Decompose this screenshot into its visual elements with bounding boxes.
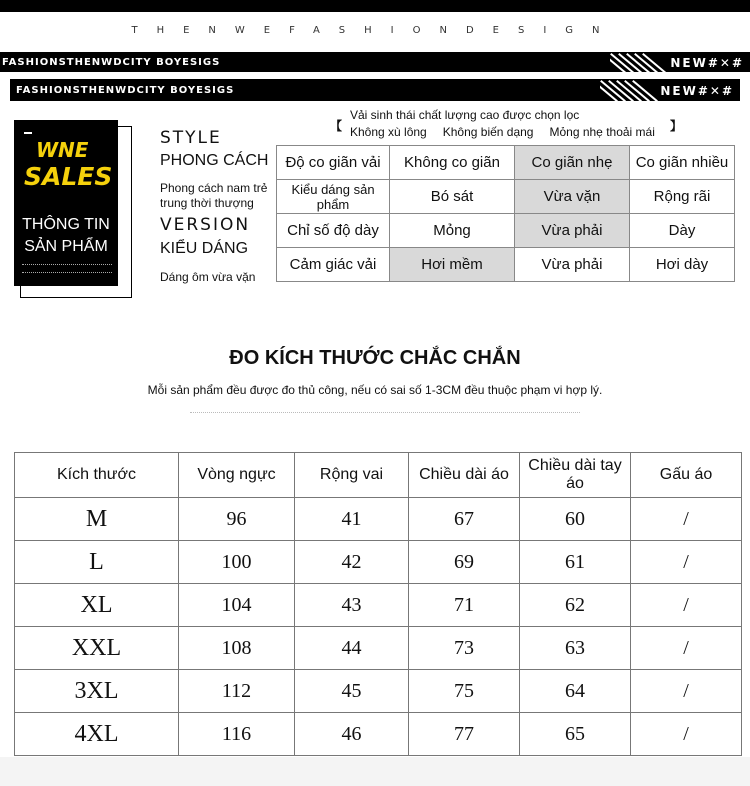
column-header: Gấu áo	[631, 453, 742, 498]
attribute-option: Bó sát	[390, 180, 515, 214]
quality-item: Không xù lông	[350, 125, 427, 139]
attribute-row	[277, 180, 735, 214]
column-header: Rộng vai	[295, 453, 409, 498]
table-row	[15, 584, 742, 627]
measure-cell: 96	[179, 498, 295, 541]
size-cell: M	[15, 498, 179, 541]
attribute-option: Co giãn nhiều	[630, 146, 735, 180]
size-cell: 4XL	[15, 713, 179, 756]
attribute-option-selected: Co giãn nhẹ	[515, 146, 630, 180]
attribute-option: Dày	[630, 214, 735, 248]
measure-cell: 65	[520, 713, 631, 756]
new-badge: NEW#✕#	[670, 56, 744, 70]
measure-cell: 41	[295, 498, 409, 541]
measure-cell: /	[631, 670, 742, 713]
bracket-right: 】	[670, 119, 683, 133]
dash-decoration	[24, 132, 32, 134]
stripes-decoration	[600, 79, 660, 101]
column-header: Kích thước	[15, 453, 179, 498]
version-label-vi: KIỂU DÁNG	[160, 240, 249, 257]
table-row	[15, 541, 742, 584]
band-text: FASHIONSTHENWDCITY BOYESIGS	[2, 57, 221, 68]
attribute-option-selected: Vừa phải	[515, 214, 630, 248]
measure-cell: 108	[179, 627, 295, 670]
measure-cell: 63	[520, 627, 631, 670]
measure-cell: 69	[409, 541, 520, 584]
attribute-option: Không co giãn	[390, 146, 515, 180]
quality-item: Không biến dạng	[442, 125, 534, 139]
box-title-line-2: SẢN PHẨM	[24, 238, 108, 255]
size-cell: 3XL	[15, 670, 179, 713]
new-badge: NEW#✕#	[660, 84, 734, 98]
logo-line-1: WNE	[36, 138, 89, 162]
stripes-decoration	[610, 52, 670, 72]
column-header: Chiều dài áo	[409, 453, 520, 498]
size-cell: L	[15, 541, 179, 584]
attribute-label: Chỉ số độ dày	[277, 214, 390, 248]
version-description: Dáng ôm vừa vặn	[160, 270, 256, 284]
fine-print-decoration	[190, 412, 580, 416]
measure-cell: 75	[409, 670, 520, 713]
attribute-option: Vừa phải	[515, 248, 630, 282]
quality-item: Mỏng nhẹ thoải mái	[549, 125, 655, 139]
box-title-line-1: THÔNG TIN	[22, 216, 110, 233]
measure-cell: 60	[520, 498, 631, 541]
attribute-row	[277, 248, 735, 282]
attribute-label: Độ co giãn vải	[277, 146, 390, 180]
measure-section-title: ĐO KÍCH THƯỚC CHẮC CHẮN	[229, 347, 521, 369]
quality-note-line: Vải sinh thái chất lượng cao được chọn lọc	[350, 108, 580, 122]
column-header: Vòng ngực	[179, 453, 295, 498]
measure-cell: 67	[409, 498, 520, 541]
box-front	[14, 120, 118, 286]
measure-cell: 71	[409, 584, 520, 627]
measure-cell: 116	[179, 713, 295, 756]
table-row	[15, 498, 742, 541]
logo-line-2: SALES	[24, 162, 113, 191]
attribute-row	[277, 146, 735, 180]
style-description: Phong cách nam trẻ trung thời thượng	[160, 181, 268, 210]
measure-cell: 64	[520, 670, 631, 713]
measure-cell: /	[631, 584, 742, 627]
top-black-bar	[0, 0, 750, 12]
attribute-option-selected: Hơi mềm	[390, 248, 515, 282]
attribute-option: Rộng rãi	[630, 180, 735, 214]
measure-cell: 43	[295, 584, 409, 627]
header-band-2	[10, 79, 740, 101]
attribute-row	[277, 214, 735, 248]
attribute-label: Kiểu dáng sản phẩm	[277, 180, 390, 214]
attribute-option: Mỏng	[390, 214, 515, 248]
measure-cell: 100	[179, 541, 295, 584]
measure-cell: /	[631, 627, 742, 670]
size-table-header-row	[15, 453, 742, 498]
size-table	[14, 452, 742, 756]
fine-print-decoration	[22, 272, 112, 275]
measure-cell: 42	[295, 541, 409, 584]
measure-cell: /	[631, 498, 742, 541]
brand-spaced-title: THENWEFASHIONDESIGN	[131, 25, 619, 36]
measure-cell: /	[631, 713, 742, 756]
measure-cell: 73	[409, 627, 520, 670]
quality-note-items	[350, 125, 670, 139]
size-cell: XXL	[15, 627, 179, 670]
bottom-strip	[0, 757, 750, 786]
table-row	[15, 713, 742, 756]
attribute-option: Hơi dày	[630, 248, 735, 282]
measure-cell: 62	[520, 584, 631, 627]
table-row	[15, 670, 742, 713]
fine-print-decoration	[22, 264, 112, 267]
attribute-label: Cảm giác vải	[277, 248, 390, 282]
header-band-1	[0, 52, 750, 72]
product-info-box	[14, 120, 132, 298]
bracket-left: 【	[330, 119, 343, 133]
style-label-vi: PHONG CÁCH	[160, 152, 269, 169]
measure-section-subtitle: Mỗi sản phẩm đều được đo thủ công, nếu có sai số 1-3CM đều thuộc phạm vi hợp lý.	[147, 383, 603, 397]
version-label-en: VERSION	[160, 215, 251, 235]
size-cell: XL	[15, 584, 179, 627]
measure-cell: 45	[295, 670, 409, 713]
measure-cell: 61	[520, 541, 631, 584]
measure-cell: 112	[179, 670, 295, 713]
band-text: FASHIONSTHENWDCITY BOYESIGS	[16, 85, 235, 96]
column-header: Chiều dài tay áo	[520, 453, 631, 498]
style-label-en: STYLE	[160, 128, 222, 148]
attribute-option-selected: Vừa vặn	[515, 180, 630, 214]
table-row	[15, 627, 742, 670]
measure-cell: 77	[409, 713, 520, 756]
attribute-table	[276, 145, 735, 282]
measure-cell: 46	[295, 713, 409, 756]
measure-cell: 104	[179, 584, 295, 627]
measure-cell: /	[631, 541, 742, 584]
measure-cell: 44	[295, 627, 409, 670]
